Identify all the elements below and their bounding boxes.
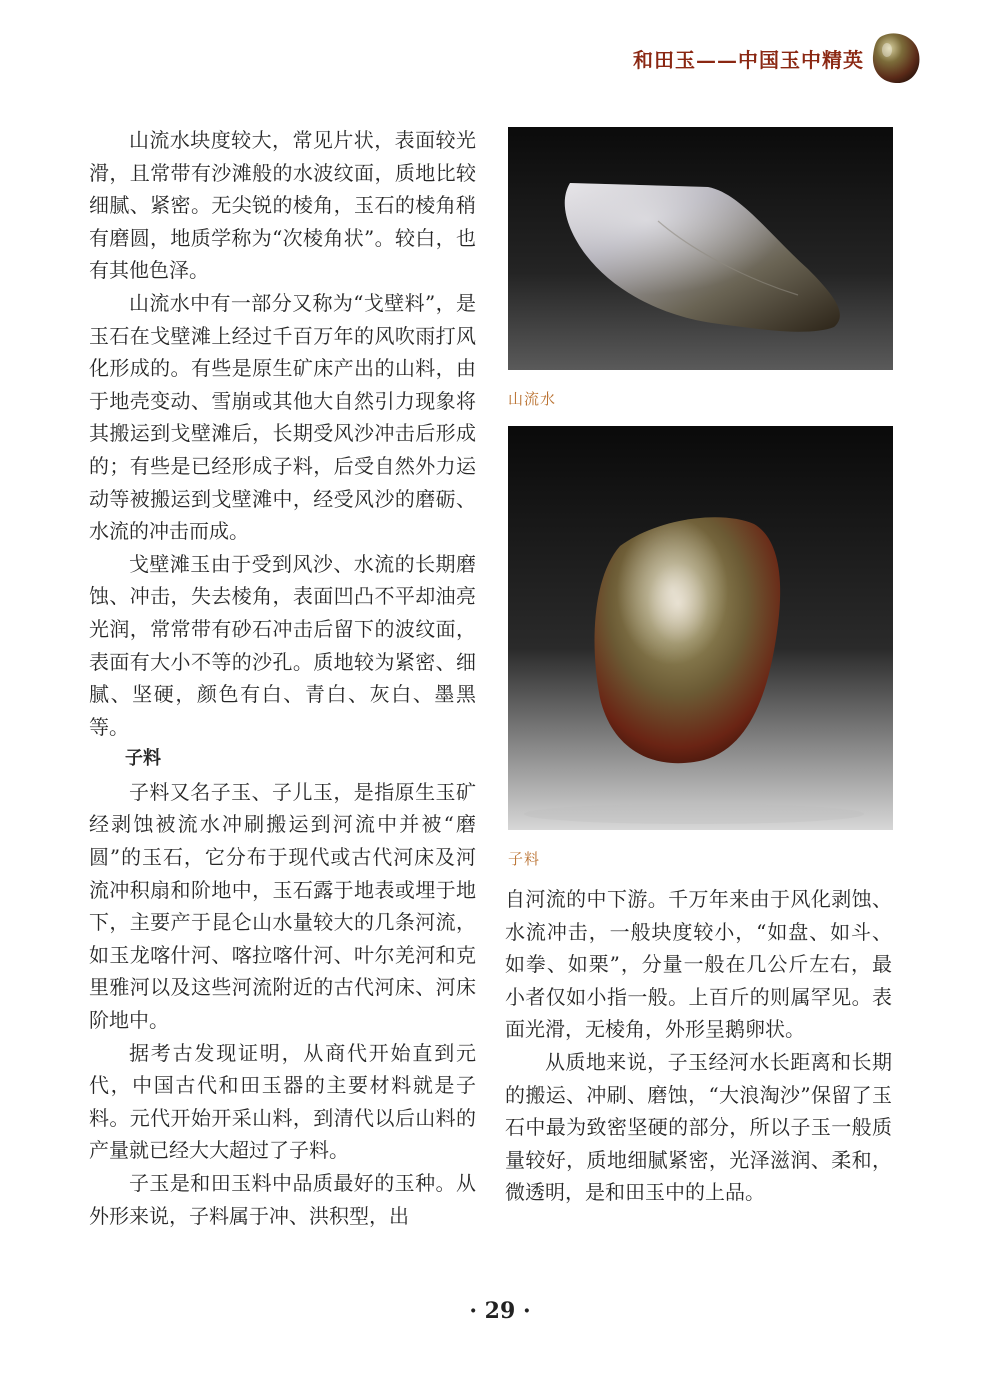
page-number: · 29 ·	[469, 1298, 531, 1324]
section-heading-ziliao: 子料	[125, 748, 161, 770]
left-text-column	[89, 124, 476, 1232]
running-header	[633, 30, 922, 86]
paragraph-ziliao-texture: 从质地来说，子玉经河水长距离和长期的搬运、冲刷、磨蚀，“大浪淘沙”保留了玉石中最为致密坚硬的部分，所以子玉一般质量较好，质地细腻紧密，光泽滋润、柔和，微透明，是和田玉中的上品。	[505, 1049, 892, 1205]
figure-shanliushui-photo	[508, 127, 893, 370]
paragraph-ziliao-definition: 子料又名子玉、子儿玉，是指原生玉矿经剥蚀被流水冲刷搬运到河流中并被“磨圆”的玉石，它分布于现代或古代河床及河流冲积扇和阶地中，玉石露于地表或埋于地下，主要产于昆仑山水量较大的几条河流，如玉龙喀什河、喀拉喀什河、叶尔羌河和克里雅河以及这些河流附近的古代河床、河床阶地中。	[89, 779, 476, 1033]
figure-ziliao-photo	[508, 426, 893, 830]
paragraph-ziliao-quality: 子玉是和田玉料中品质最好的玉种。从外形来说，子料属于冲、洪积型，出	[89, 1171, 476, 1228]
jade-pebble-icon	[870, 30, 922, 86]
ziliao-pebble-image	[508, 426, 893, 830]
paragraph-gobi-material: 山流水中有一部分又称为“戈壁料”，是玉石在戈壁滩上经过千百万年的风吹雨打风化形成的。有些是原生矿床产出的山料，由于地壳变动、雪崩或其他大自然引力现象将其搬运到戈壁滩后，长期受风沙冲击后形成的；有些是已经形成子料，后受自然外力运动等被搬运到戈壁滩中，经受风沙的磨砺、水流的冲击而成。	[89, 290, 476, 544]
right-text-column	[505, 883, 892, 1209]
shanliushui-stone-image	[508, 127, 893, 370]
figure-caption-ziliao: 子料	[508, 850, 541, 868]
figure-caption-shanliushui: 山流水	[508, 390, 557, 408]
paragraph-ziliao-shape: 自河流的中下游。千万年来由于风化剥蚀、水流冲击，一般块度较小，“如盘、如斗、如拳、如栗”，分量一般在几公斤左右，最小者仅如小指一般。上百斤的则属罕见。表面光滑，无棱角，外形呈鹅卵状。	[505, 887, 892, 1042]
paragraph-shanliushui: 山流水块度较大，常见片状，表面较光滑，且常带有沙滩般的水波纹面，质地比较细腻、紧密。无尖锐的棱角，玉石的棱角稍有磨圆，地质学称为“次棱角状”。较白，也有其他色泽。	[89, 128, 476, 283]
running-header-title: 和田玉——中国玉中精英	[633, 47, 864, 72]
paragraph-gobi-jade: 戈壁滩玉由于受到风沙、水流的长期磨蚀、冲击，失去棱角，表面凹凸不平却油亮光润，常常带有砂石冲击后留下的波纹面，表面有大小不等的沙孔。质地较为紧密、细腻、坚硬，颜色有白、青白、灰白、墨黑等。	[89, 551, 476, 739]
paragraph-archaeology: 据考古发现证明，从商代开始直到元代，中国古代和田玉器的主要材料就是子料。元代开始开采山料，到清代以后山料的产量就已经大大超过了子料。	[89, 1040, 476, 1163]
